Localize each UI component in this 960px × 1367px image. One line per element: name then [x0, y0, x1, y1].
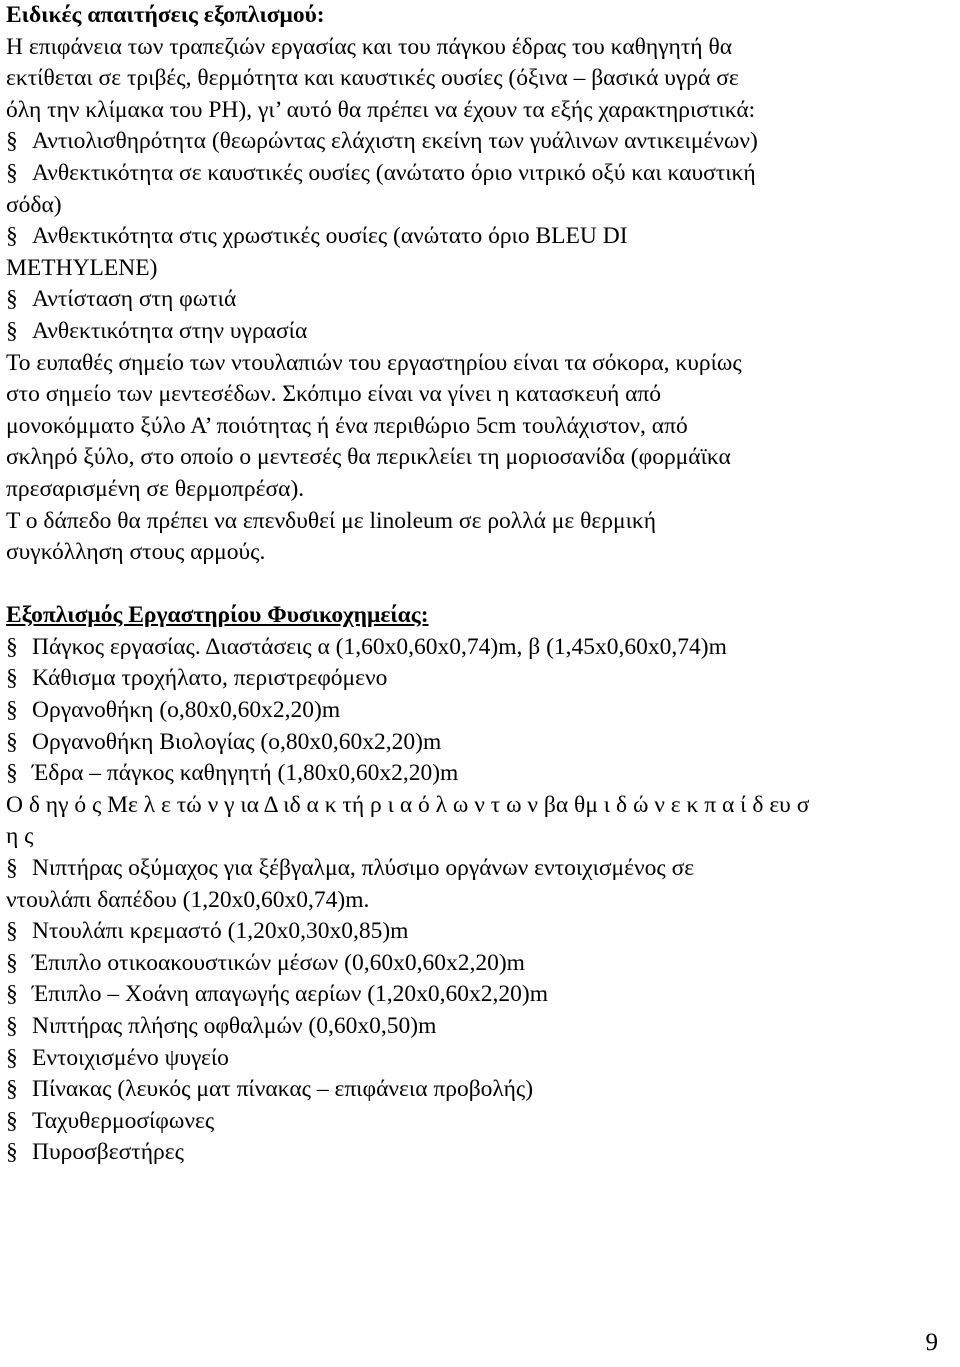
list-item: § Ντουλάπι κρεμαστό (1,20x0,30x0,85)m — [6, 916, 954, 948]
list-item: § Οργανοθήκη (ο,80x0,60x2,20)m — [6, 695, 954, 727]
bullet-icon: § — [6, 317, 18, 344]
paragraph-line: μονοκόμματο ξύλο Α’ ποιότητας ή ένα περιθώριο 5cm τουλάχιστον, από — [6, 412, 688, 439]
list-item: § Εντοιχισμένο ψυγείο — [6, 1043, 954, 1075]
list-item-continuation: σόδα) — [6, 191, 62, 218]
bullet-icon: § — [6, 1013, 18, 1039]
list-item: § Έπιπλο – Χοάνη απαγωγής αερίων (1,20x0,60x2,20)m — [6, 979, 954, 1011]
section-title-equipment-requirements: Ειδικές απαιτήσεις εξοπλισμού: — [6, 2, 325, 28]
note-line: Ο δ ηγ ό ς Με λ ε τώ ν γ ια Δ ιδ α κ τή ρ ι α ό λ ω ν τ ω ν βα θμ ι δ ώ ν ε κ π α ί δ ευ σ — [6, 791, 810, 818]
paragraph-line: πρεσαρισμένη σε θερμοπρέσα). — [6, 475, 305, 502]
document-page — [6, 0, 954, 1169]
bullet-icon: § — [6, 981, 18, 1008]
bullet-icon: § — [6, 128, 18, 155]
paragraph-line: Τ ο δάπεδο θα πρέπει να επενδυθεί με linoleum σε ρολλά με θερμική — [6, 507, 657, 534]
intro-line: εκτίθεται σε τριβές, θερμότητα και καυστικές ουσίες (όξινα – βασικά υγρά σε — [6, 65, 739, 92]
bullet-icon: § — [6, 1076, 18, 1103]
list-item-continuation: ντουλάπι δαπέδου (1,20x0,60x0,74)m. — [6, 886, 370, 913]
bullet-icon: § — [6, 728, 18, 755]
bullet-icon: § — [6, 855, 18, 882]
bullet-icon: § — [6, 633, 18, 660]
paragraph-line: Το ευπαθές σημείο των ντουλαπιών του εργαστηρίου είναι τα σόκορα, κυρίως — [6, 349, 742, 376]
bullet-icon: § — [6, 949, 18, 976]
list-item: § Κάθισμα τροχήλατο, περιστρεφόμενο — [6, 663, 954, 695]
bullet-icon: § — [6, 665, 18, 692]
note-line: η ς — [6, 823, 34, 850]
bullet-icon: § — [6, 697, 18, 724]
list-item-continuation: METHYLENE) — [6, 254, 158, 281]
list-item: § Πυροσβεστήρες — [6, 1137, 954, 1169]
bullet-icon: § — [6, 223, 18, 250]
list-item: § Ανθεκτικότητα στην υγρασία — [6, 316, 954, 348]
bullet-icon: § — [6, 918, 18, 945]
bullet-icon: § — [6, 1044, 18, 1071]
list-item: § Πίνακας (λευκός ματ πίνακας – επιφάνεια προβολής) — [6, 1074, 954, 1106]
paragraph-line: σκληρό ξύλο, στο οποίο ο μεντεσές θα περικλείει τη μοριοσανίδα (φορμάϊκα — [6, 444, 731, 471]
bullet-icon: § — [6, 286, 18, 313]
list-item: § Νιπτήρας οξύμαχος για ξέβγαλμα, πλύσιμο οργάνων εντοιχισμένος σε — [6, 853, 954, 885]
intro-line: Η επιφάνεια των τραπεζιών εργασίας και του πάγκου έδρας του καθηγητή θα — [6, 33, 733, 60]
list-item: § Έπιπλο οτικοακουστικών μέσων (0,60x0,60x2,20)m — [6, 948, 954, 980]
paragraph-line: στο σημείο των μεντεσέδων. Σκόπιμο είναι να γίνει η κατασκευή από — [6, 381, 662, 408]
bullet-icon: § — [6, 1139, 18, 1166]
bullet-icon: § — [6, 1107, 18, 1134]
list-item: § Ανθεκτικότητα σε καυστικές ουσίες (ανώτατο όριο νιτρικό οξύ και καυστική — [6, 158, 954, 190]
list-item: § Ανθεκτικότητα στις χρωστικές ουσίες (ανώτατο όριο BLEU DI — [6, 221, 954, 253]
section-title-lab-equipment: Εξοπλισμός Εργαστηρίου Φυσικοχημείας: — [6, 602, 429, 629]
bullet-icon: § — [6, 760, 18, 787]
page-number: 9 — [925, 1329, 938, 1356]
paragraph-line: συγκόλληση στους αρμούς. — [6, 539, 266, 566]
list-item: § Ταχυθερμοσίφωνες — [6, 1106, 954, 1138]
list-item: § Αντίσταση στη φωτιά — [6, 284, 954, 316]
list-item: § Νιπτήρας πλήσης οφθαλμών (0,60x0,50)m — [6, 1011, 954, 1043]
list-item: § Έδρα – πάγκος καθηγητή (1,80x0,60x2,20)m — [6, 758, 954, 790]
blank-line — [6, 569, 954, 601]
intro-line: όλη την κλίμακα του PH), γι’ αυτό θα πρέπει να έχουν τα εξής χαρακτηριστικά: — [6, 96, 756, 123]
list-item: § Οργανοθήκη Βιολογίας (ο,80x0,60x2,20)m — [6, 727, 954, 759]
list-item: § Πάγκος εργασίας. Διαστάσεις α (1,60x0,60x0,74)m, β (1,45x0,60x0,74)m — [6, 632, 954, 664]
bullet-icon: § — [6, 159, 18, 186]
list-item: § Αντιολισθηρότητα (θεωρώντας ελάχιστη εκείνη των γυάλινων αντικειμένων) — [6, 126, 954, 158]
